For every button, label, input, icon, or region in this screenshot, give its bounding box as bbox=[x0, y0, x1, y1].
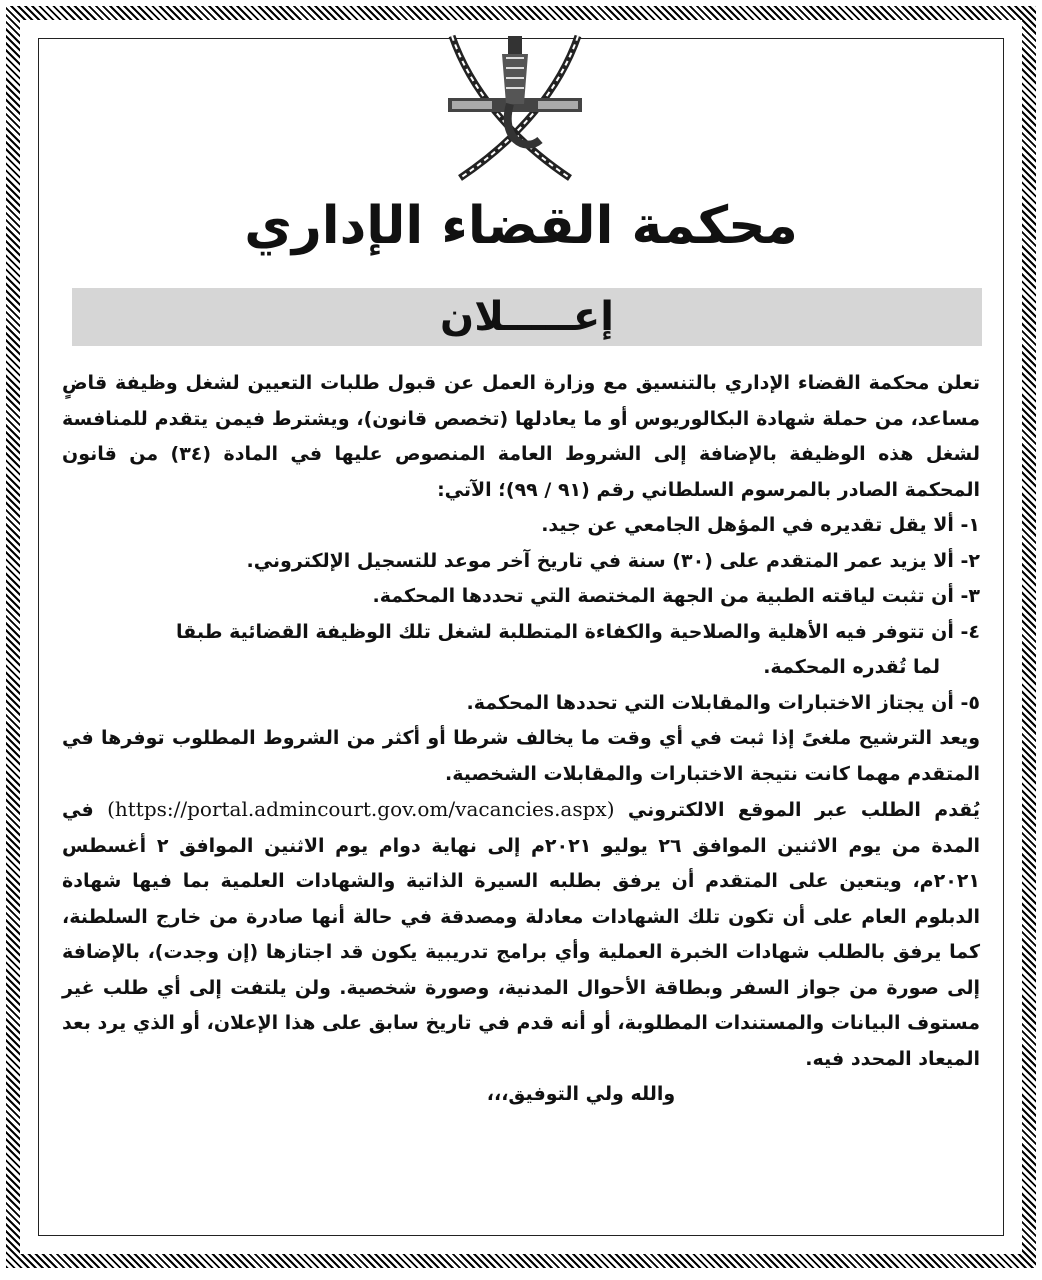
condition-2: ٢- ألا يزيد عمر المتقدم على (٣٠) سنة في تاريخ آخر موعد للتسجيل الإلكتروني. bbox=[246, 549, 980, 572]
announcement-body bbox=[62, 366, 980, 1113]
condition-5: ٥- أن يجتاز الاختبارات والمقابلات التي تحددها المحكمة. bbox=[466, 691, 980, 714]
application-url: (https://portal.admincourt.gov.om/vacancies.aspx) bbox=[107, 797, 615, 821]
application-details: في المدة من يوم الاثنين الموافق ٢٦ يوليو ٢٠٢١م إلى نهاية دوام يوم الاثنين الموافق ٢ أغسطس ٢٠٢١م، ويتعين على المتقدم أن يرفق بطلبه السيرة الذاتية والشهادات العلمية بما فيها شهادة الدبلوم العام على أن تكون تلك الشهادات معادلة ومصدقة في حالة أنها صادرة من خارج السلطنة، كما يرفق بالطلب شهادات الخبرة العملية وأي برامج تدريبية يكون قد اجتازها (إن وجدت)، بالإضافة إلى صورة من جواز السفر وبطاقة الأحوال المدنية، وصورة شخصية. ولن يلتفت إلى أي طلب غير مستوف البيانات والمستندات المطلوبة، أو أنه قدم في تاريخ سابق على هذا الإعلان، أو الذي يرد بعد الميعاد المحدد فيه. bbox=[62, 799, 980, 1070]
condition-4: ٤- أن تتوفر فيه الأهلية والصلاحية والكفاءة المتطلبة لشغل تلك الوظيفة القضائية طبقا bbox=[176, 620, 980, 643]
application-prefix: يُقدم الطلب عبر الموقع الالكتروني bbox=[627, 799, 980, 821]
closing-line: والله ولي التوفيق،،، bbox=[486, 1083, 676, 1105]
nomination-void-paragraph: ويعد الترشيح ملغىً إذا ثبت في أي وقت ما يخالف شرطا أو أكثر من الشروط المطلوب توفرها في المتقدم مهما كانت نتيجة الاختبارات والمقابلات الشخصية. bbox=[62, 727, 980, 785]
condition-4-continuation: لما تُقدره المحكمة. bbox=[763, 656, 940, 678]
announcement-banner bbox=[72, 288, 982, 346]
national-emblem-icon bbox=[430, 28, 600, 193]
announcement-title: إعـــــلان bbox=[440, 294, 614, 340]
condition-1: ١- ألا يقل تقديره في المؤهل الجامعي عن جيد. bbox=[541, 514, 980, 536]
court-title: محكمة القضاء الإداري bbox=[244, 196, 798, 256]
application-paragraph bbox=[62, 792, 980, 1077]
condition-3: ٣- أن تثبت لياقته الطبية من الجهة المختصة التي تحددها المحكمة. bbox=[372, 585, 980, 607]
intro-paragraph: تعلن محكمة القضاء الإداري بالتنسيق مع وزارة العمل عن قبول طلبات التعيين لشغل وظيفة قاضٍ مساعد، من حملة شهادة البكالوريوس أو ما يعادلها (تخصص قانون)، ويشترط فيمن يتقدم للمنافسة لشغل هذه الوظيفة بالإضافة إلى الشروط العامة المنصوص عليها في المادة (٣٤) من قانون المحكمة الصادر بالمرسوم السلطاني رقم (٩١ / ٩٩)؛ الآتي: bbox=[62, 372, 980, 501]
